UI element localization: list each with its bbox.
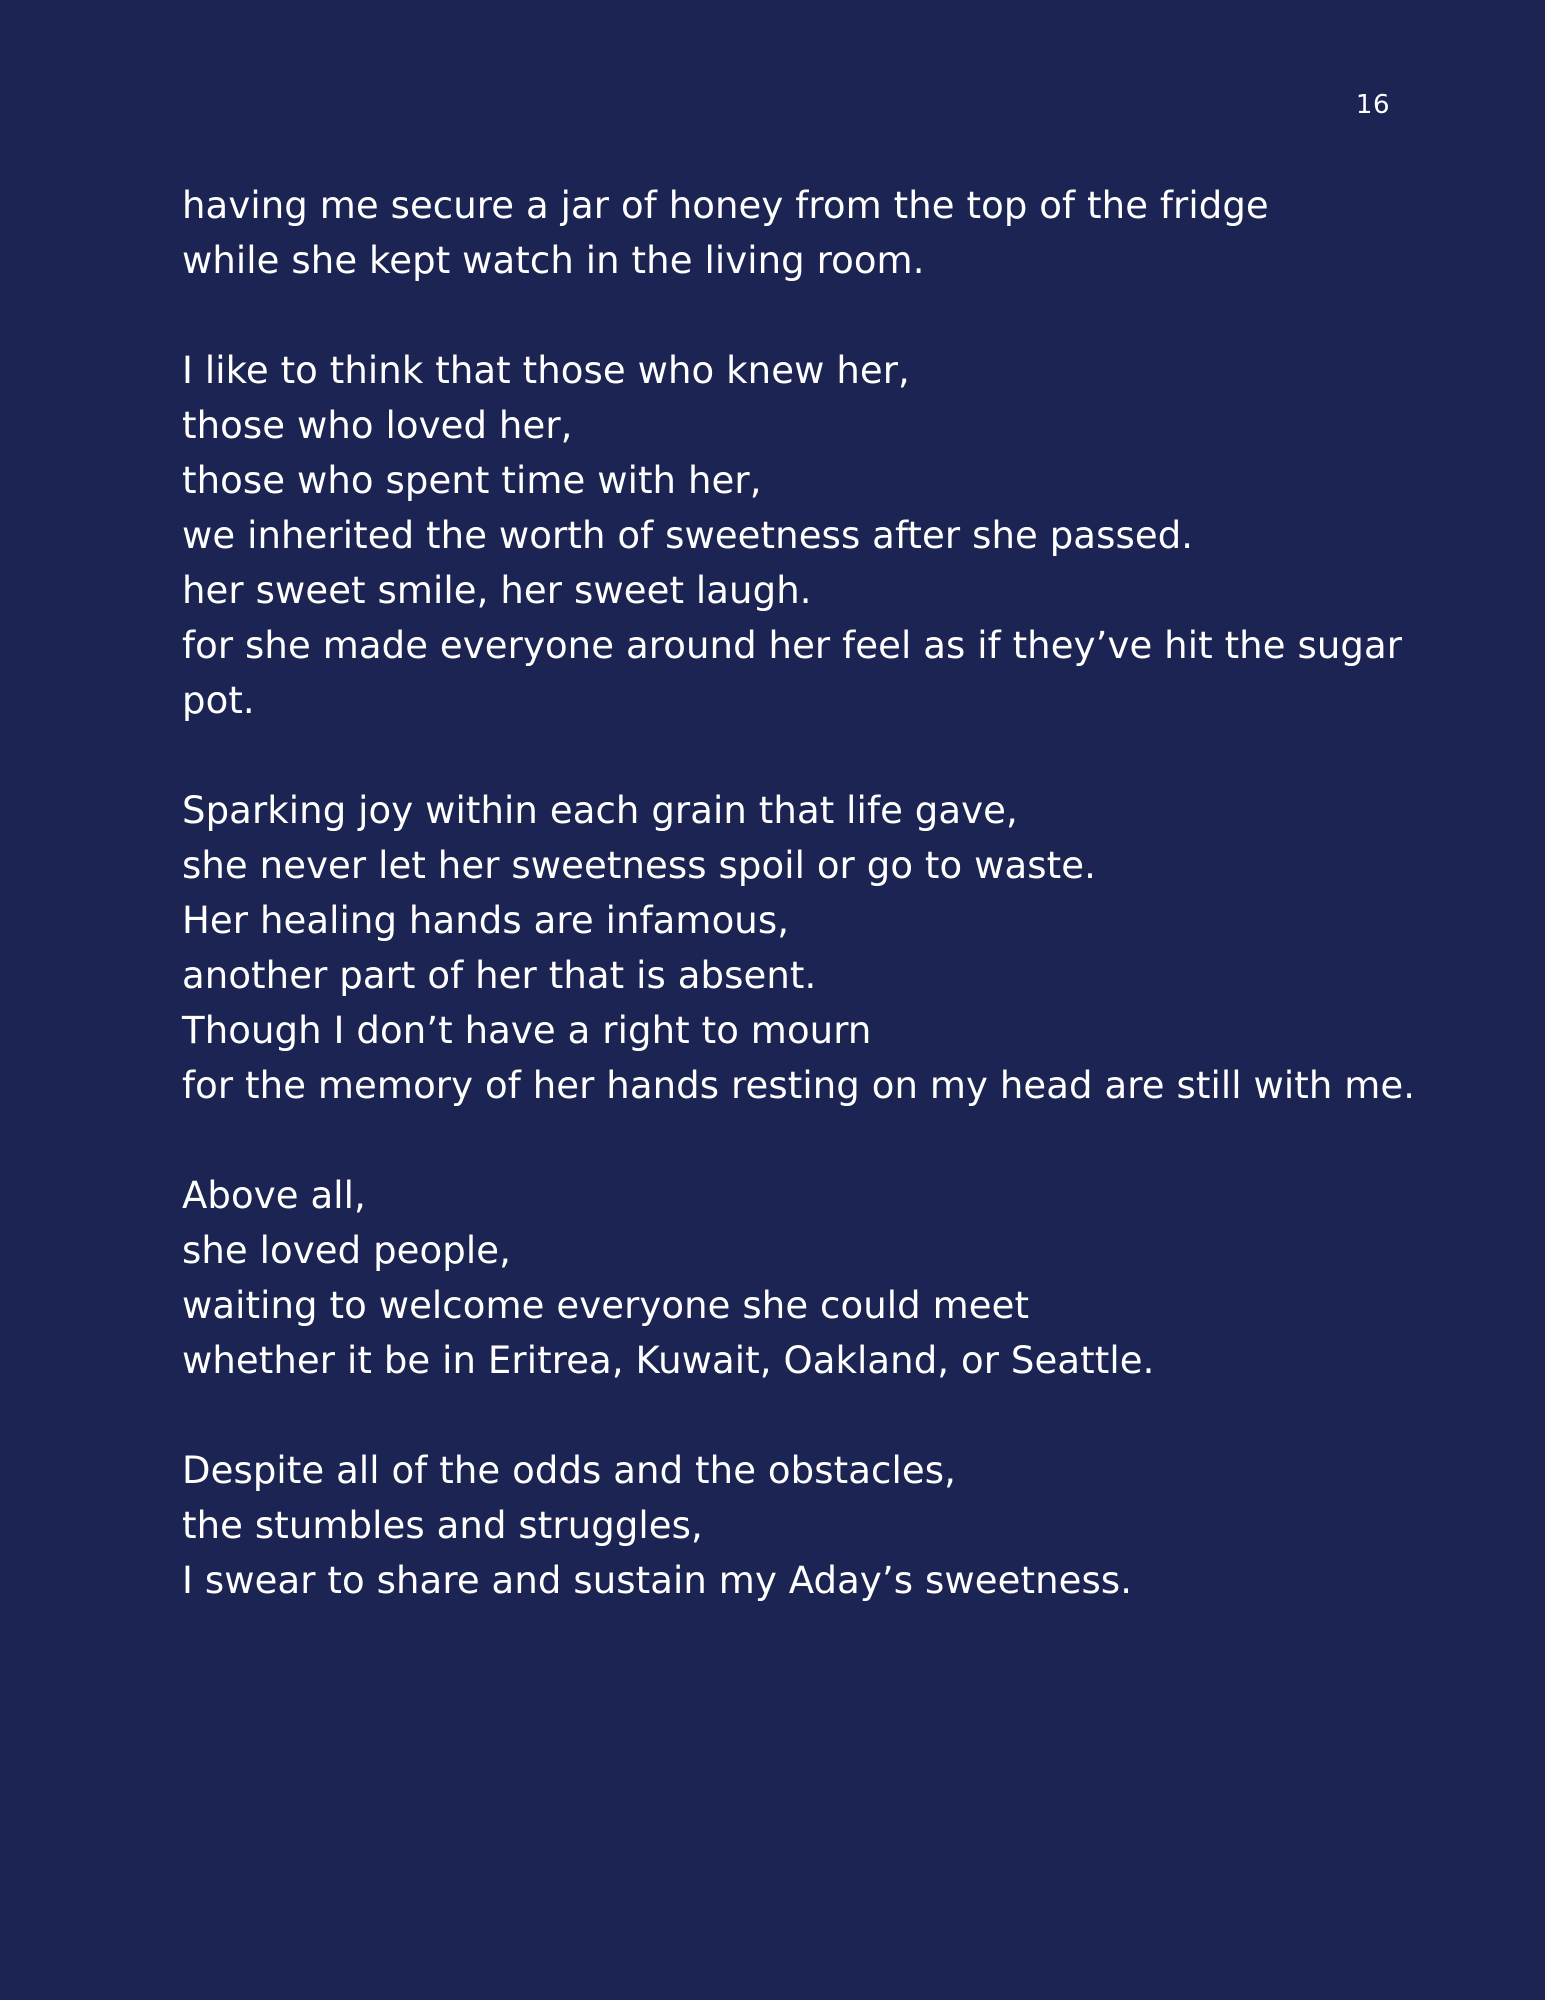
stanza-3	[182, 783, 1416, 1113]
poem-line: Though I don’t have a right to mourn	[182, 1009, 872, 1052]
poem-line: I like to think that those who knew her,	[182, 349, 910, 392]
poem-line: those who spent time with her,	[182, 459, 762, 502]
poem-line: those who loved her,	[182, 404, 573, 447]
poem-line: whether it be in Eritrea, Kuwait, Oakland, or Seattle.	[182, 1339, 1155, 1382]
poem-line: Despite all of the odds and the obstacles,	[182, 1449, 956, 1492]
poem-line: Above all,	[182, 1174, 366, 1217]
poem-line: Sparking joy within each grain that life gave,	[182, 789, 1018, 832]
poem-line: having me secure a jar of honey from the top of the fridge	[182, 184, 1269, 227]
poem-line: pot.	[182, 679, 255, 722]
stanza-2	[182, 343, 1403, 728]
poem-line: for the memory of her hands resting on my head are still with me.	[182, 1064, 1416, 1107]
poem-line: she loved people,	[182, 1229, 511, 1272]
poem-line: Her healing hands are infamous,	[182, 899, 790, 942]
poem-line: while she kept watch in the living room.	[182, 239, 925, 282]
poem-line: I swear to share and sustain my Aday’s sweetness.	[182, 1559, 1133, 1602]
poem-line: the stumbles and struggles,	[182, 1504, 703, 1547]
stanza-4	[182, 1168, 1382, 1388]
stanza-1	[182, 178, 1382, 288]
poem-line: for she made everyone around her feel as if they’ve hit the sugar	[182, 624, 1403, 667]
page-number: 16	[1355, 90, 1390, 120]
stanza-5	[182, 1443, 1382, 1608]
poem-line: another part of her that is absent.	[182, 954, 817, 997]
poem-line: her sweet smile, her sweet laugh.	[182, 569, 812, 612]
poem-line: waiting to welcome everyone she could meet	[182, 1284, 1030, 1327]
poem-line: we inherited the worth of sweetness after she passed.	[182, 514, 1194, 557]
poem-body	[182, 178, 1416, 1663]
poem-line: she never let her sweetness spoil or go to waste.	[182, 844, 1096, 887]
